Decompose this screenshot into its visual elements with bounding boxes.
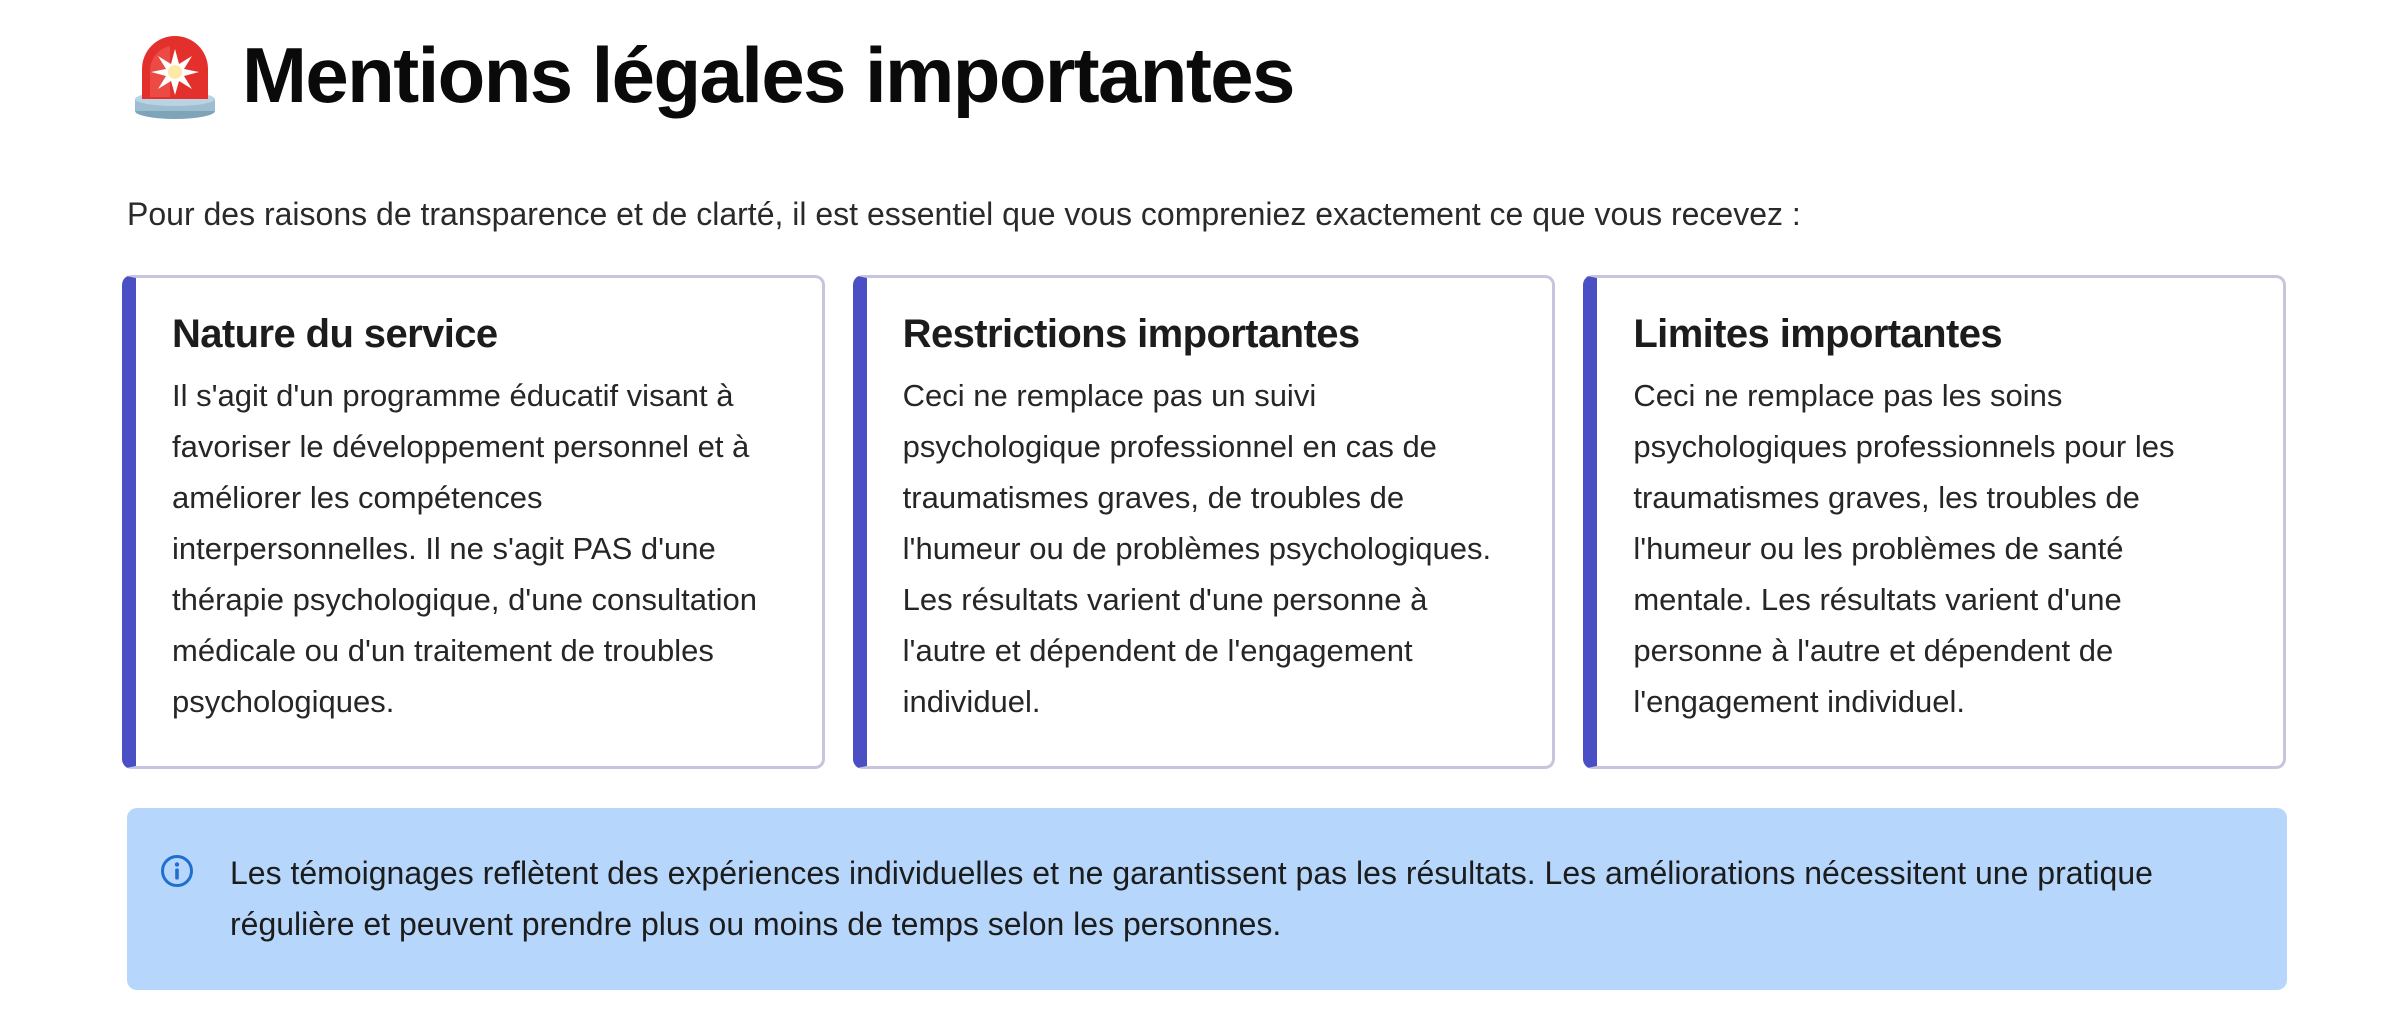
notice-text: Les témoignages reflètent des expériences individuelles et ne garantissent pas les résultats. Les améliorations nécessitent une pratique régulière et peuvent prendre plus ou moins de temps selon les personnes. — [230, 855, 2153, 942]
card-body: Il s'agit d'un programme éducatif visant à favoriser le développement personnel et à améliorer les compétences interpersonnelles. Il ne s'agit PAS d'une thérapie psychologique, d'une consultation médicale ou d'un traitement de troubles psychologiques. — [172, 378, 758, 719]
card-service-nature — [122, 275, 825, 769]
info-notice — [127, 808, 2287, 990]
intro-text: Pour des raisons de transparence et de clarté, il est essentiel que vous compreniez exactement ce que vous recevez : — [127, 196, 1801, 232]
title-row — [130, 20, 1294, 130]
card-title: Limites importantes — [1633, 312, 2003, 356]
card-restrictions — [853, 275, 1556, 769]
card-title: Restrictions importantes — [902, 312, 1360, 356]
card-title: Nature du service — [172, 312, 498, 356]
info-circle-icon — [160, 854, 194, 888]
card-list — [122, 275, 2286, 769]
card-body: Ceci ne remplace pas un suivi psychologique professionnel en cas de traumatismes graves, de troubles de l'humeur ou de problèmes psychologiques. Les résultats varient d'une personne à l'autre et dépendent de l'engagement individuel. — [902, 378, 1492, 719]
card-limits — [1583, 275, 2286, 769]
siren-icon — [130, 29, 220, 121]
card-body: Ceci ne remplace pas les soins psychologiques professionnels pour les traumatismes graves, les troubles de l'humeur ou les problèmes de santé mentale. Les résultats varient d'une personne à l'autre et dépendent de l'engagement individuel. — [1633, 378, 2175, 719]
page-title: Mentions légales importantes — [242, 31, 1294, 119]
